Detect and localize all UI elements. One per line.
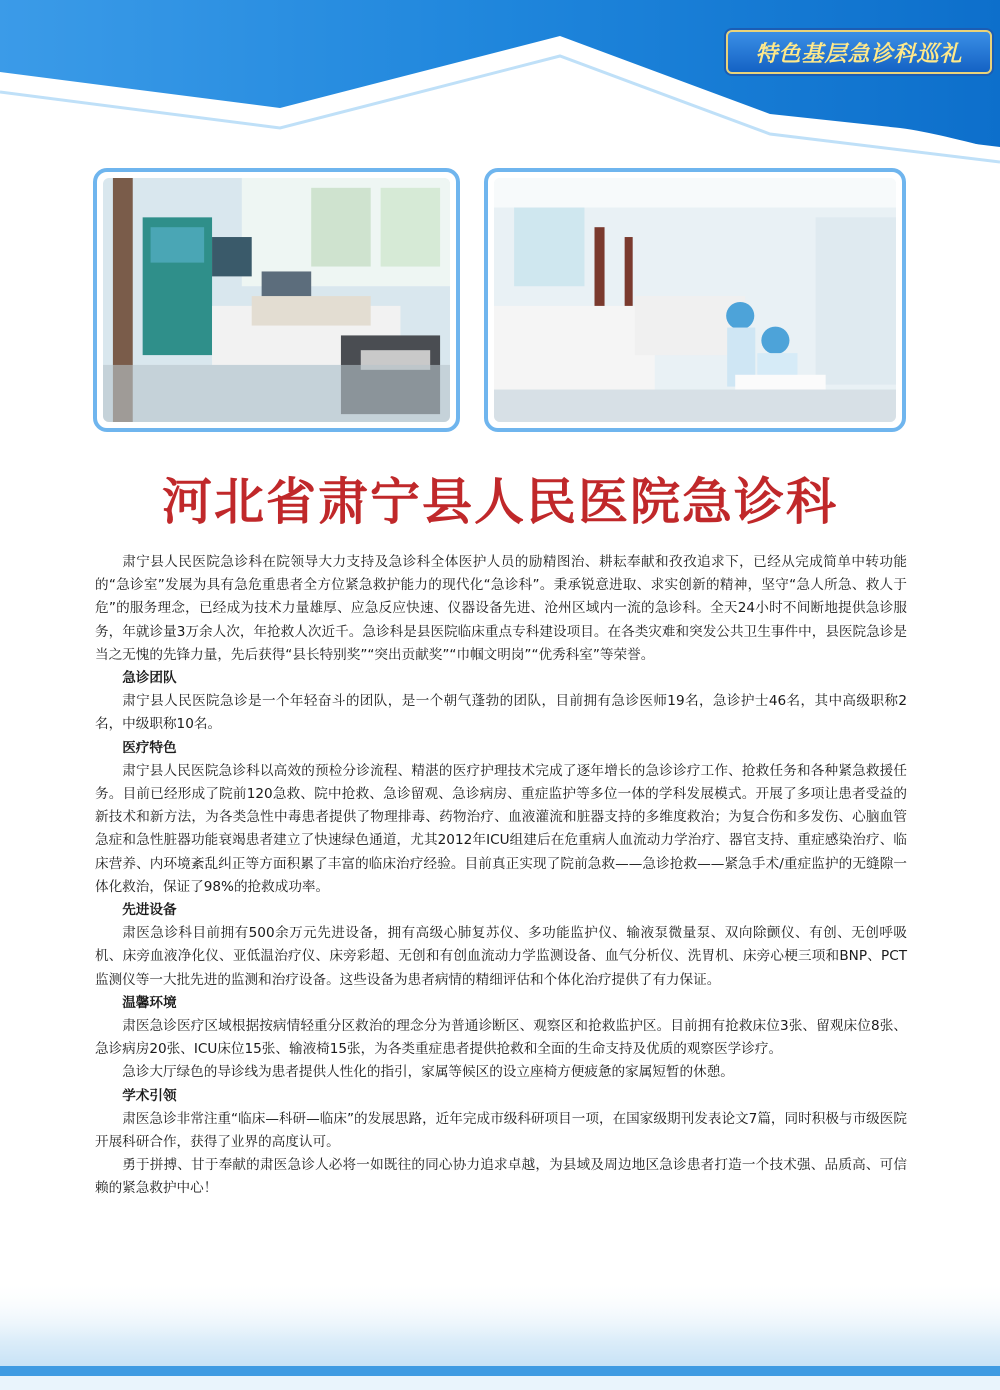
icu-ward-photo [103, 178, 450, 422]
photo-right-frame [484, 168, 906, 432]
article-body [95, 551, 907, 1201]
closing-paragraph: 勇于拼搏、甘于奉献的肃医急诊人必将一如既往的同心协力追求卓越，为县域及周边地区急诊患者打造一个技术强、品质高、可信赖的紧急救护中心！ [95, 1157, 907, 1197]
section-paragraph: 肃医急诊科目前拥有500余万元先进设备，拥有高级心肺复苏仪、多功能监护仪、输液泵微量泵、双向除颤仪、有创、无创呼吸机、床旁血液净化仪、亚低温治疗仪、床旁彩超、无创和有创血流动力学监测设备、血气分析仪、洗胃机、床旁心梗三项和BNP、PCT监测仪等一大批先进的监测和治疗设备。这些设备为患者病情的精细评估和个体化治疗提供了有力保证。 [95, 925, 907, 988]
page-title: 河北省肃宁县人民医院急诊科 [162, 472, 838, 531]
section-heading-environment: 温馨环境 [122, 994, 177, 1011]
emergency-ward-photo [494, 178, 896, 422]
section-paragraph: 肃宁县人民医院急诊是一个年轻奋斗的团队，是一个朝气蓬勃的团队，目前拥有急诊医师19名，急诊护士46名，其中高级职称2名，中级职称10名。 [95, 693, 907, 733]
section-heading-team: 急诊团队 [122, 670, 177, 687]
section-heading-features: 医疗特色 [122, 739, 177, 756]
section-paragraph: 肃宁县人民医院急诊科以高效的预检分诊流程、精湛的医疗护理技术完成了逐年增长的急诊诊疗工作、抢救任务和各种紧急救援任务。目前已经形成了院前120急救、院中抢救、急诊留观、急诊病房、重症监护等多位一体的学科发展模式。开展了多项让患者受益的新技术和新方法，为各类急性中毒患者提供了物理排毒、药物治疗、血液灌流和脏器支持的多维度救治；为复合伤和多发伤、心脑血管急症和急性脏器功能衰竭患者建立了快速绿色通道，尤其2012年ICU组建后在危重病人血流动力学治疗、器官支持、重症感染治疗、临床营养、内环境紊乱纠正等方面积累了丰富的临床治疗经验。目前真正实现了院前急救——急诊抢救——紧急手术/重症监护的无缝隙一体化救治，保证了98%的抢救成功率。 [95, 762, 907, 895]
section-paragraph: 肃医急诊非常注重“临床—科研—临床”的发展思路，近年完成市级科研项目一项，在国家级期刊发表论文7篇，同时积极与市级医院开展科研合作，获得了业界的高度认可。 [95, 1110, 907, 1151]
photo-left-frame [93, 168, 460, 432]
section-paragraph: 肃医急诊医疗区域根据按病情轻重分区救治的理念分为普通诊断区、观察区和抢救监护区。目前拥有抢救床位3张、留观床位8张、急诊病房20张、ICU床位15张、输液椅15张，为各类重症患者提供抢救和全面的生命支持及优质的观察医学诊疗。 [95, 1018, 907, 1058]
section-heading-equipment: 先进设备 [122, 902, 177, 919]
header-band [0, 0, 1000, 175]
intro-paragraph: 肃宁县人民医院急诊科在院领导大力支持及急诊科全体医护人员的励精图治、耕耘奉献和孜孜追求下，已经从完成简单中转功能的“急诊室”发展为具有急危重患者全方位紧急救护能力的现代化“急诊科”。秉承锐意进取、求实创新的精神，坚守“急人所急、救人于危”的服务理念，已经成为技术力量雄厚、应急反应快速、仪器设备先进、沧州区域内一流的急诊科。全天24小时不间断地提供急诊服务，年就诊量3万余人次，年抢救人次近千。急诊科是县医院临床重点专科建设项目。在各类灾难和突发公共卫生事件中，县医院急诊是当之无愧的先锋力量，先后获得“县长特别奖”“突出贡献奖”“巾帼文明岗”“优秀科室”等荣誉。 [95, 554, 907, 663]
header-badge [726, 30, 992, 74]
footer-band [0, 1280, 1000, 1390]
section-paragraph: 急诊大厅绿色的导诊线为患者提供人性化的指引，家属等候区的设立座椅方便疲惫的家属短暂的休憩。 [122, 1064, 734, 1081]
section-heading-academic: 学术引领 [122, 1087, 177, 1104]
header-badge-text: 特色基层急诊科巡礼 [755, 41, 963, 67]
